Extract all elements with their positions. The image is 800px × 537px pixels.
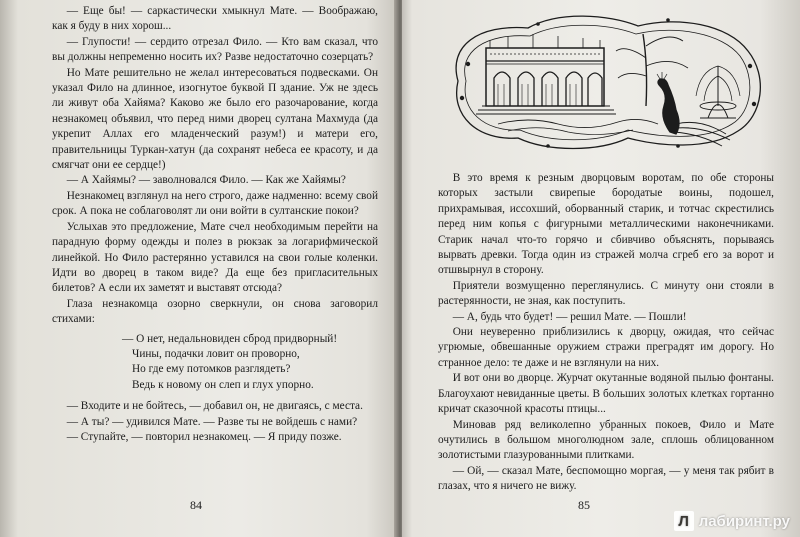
paragraph: Миновав ряд великолепно убранных покоев, Фило и Мате очутились в большом многолюдном зале, сплошь облицованном золотистыми глазурованными плитками.: [438, 418, 774, 462]
verse-line: Чины, подачки ловит он проворно,: [132, 347, 300, 360]
verse-line: Но где ему потомков разглядеть?: [132, 363, 291, 376]
page-number: 84: [190, 498, 202, 512]
paragraph: Приятели возмущенно переглянулись. С минуту они стояли в растерянности, не зная, как поступить.: [438, 279, 774, 308]
verse-line: — О нет, недальновиден сброд придворный!: [122, 332, 338, 345]
paragraph: — Входите и не бойтесь, — добавил он, не двигаясь, с места.: [66, 400, 363, 413]
paragraph: Услыхав это предложение, Мате счел необходимым перейти на парадную форму одежды и полез в рюкзак за логарифмической линейкой. Но Фило растерянно уставился на свои голые коленки. Идти во дворец в таком виде? Да еще без пригласительных билетов? А если их заметят и выставят отсюда?: [52, 220, 378, 295]
paragraph: Незнакомец взглянул на него строго, даже надменно: всему свой срок. А пока не соблаговолят ли они войти в султанские покои?: [52, 189, 379, 218]
labirint-logo-icon: Л: [674, 511, 694, 531]
paragraph: — А Хайямы? — заволновался Фило. — Как же Хайямы?: [66, 174, 346, 187]
verse-line: Ведь к новому он слеп и глух упорно.: [132, 378, 314, 391]
labirint-watermark: [674, 511, 790, 531]
paragraph: — Ой, — сказал Мате, беспомощно моргая, — у меня так рябит в глазах, что я ничего не вижу.: [438, 464, 774, 493]
paragraph: — Глупости! — сердито отрезал Фило. — Кто вам сказал, что вы должны непременно носить их? Разве недостаточно созерцать?: [52, 35, 378, 64]
left-page: [0, 0, 398, 537]
poem-verse: [122, 332, 378, 394]
page-number: 85: [578, 498, 590, 512]
paragraph: — Еще бы! — саркастически хмыкнул Мате. — Воображаю, как я буду в них хорош...: [52, 5, 378, 33]
paragraph: — А ты? — удивился Мате. — Разве ты не войдешь с нами?: [66, 415, 358, 428]
paragraph: — А, будь что будет! — решил Мате. — Пошли!: [452, 310, 687, 323]
paragraph: И вот они во дворце. Журчат окутанные водяной пылью фонтаны. Благоухают невиданные цветы. В больших золотых клетках гортанно кричат сказочной красоты птицы...: [438, 372, 774, 416]
paragraph: Но Мате решительно не желал интересоваться подвесками. Он указал Фило на длинное, изогнутое буквой П здание. Уж не здесь ли живут оба Хайяма? Каково же было его разочарование, когда незнакомец объявил, что перед ними дворец султана Махмуда (да укрепит Аллах его младенческий разум!) и матери его, правительницы Туркан-хатун (да сохранят небеса ее красоту, и да смягчат они ее сердце!): [52, 66, 378, 172]
paragraph: Глаза незнакомца озорно сверкнули, он снова заговорил стихами:: [52, 297, 378, 326]
paragraph: В это время к резным дворцовым воротам, по обе стороны которых застыли свирепые бородатые воины, подошел, прихрамывая, иссохший, оборванный старик, и тотчас скрестились перед ним копья с фигурными металлическими наконечниками. Старик начал что-то горячо и сбивчиво объяснять, порываясь вырвать древки. Тогда один из стражей молча сгреб его за ворот и отшвырнул в сторону.: [438, 172, 774, 277]
watermark-text: лабиринт.ру: [698, 512, 790, 530]
right-page: [402, 0, 800, 537]
paragraph: Они неуверенно приблизились к дворцу, ожидая, что сейчас угрюмые, обвешанные оружием стражи преградят им дорогу. Но странное дело: те даже и не взглянули на них.: [438, 326, 774, 369]
palace-peacock-illustration: [438, 6, 774, 156]
paragraph: — Ступайте, — повторил незнакомец. — Я приду позже.: [66, 430, 342, 443]
